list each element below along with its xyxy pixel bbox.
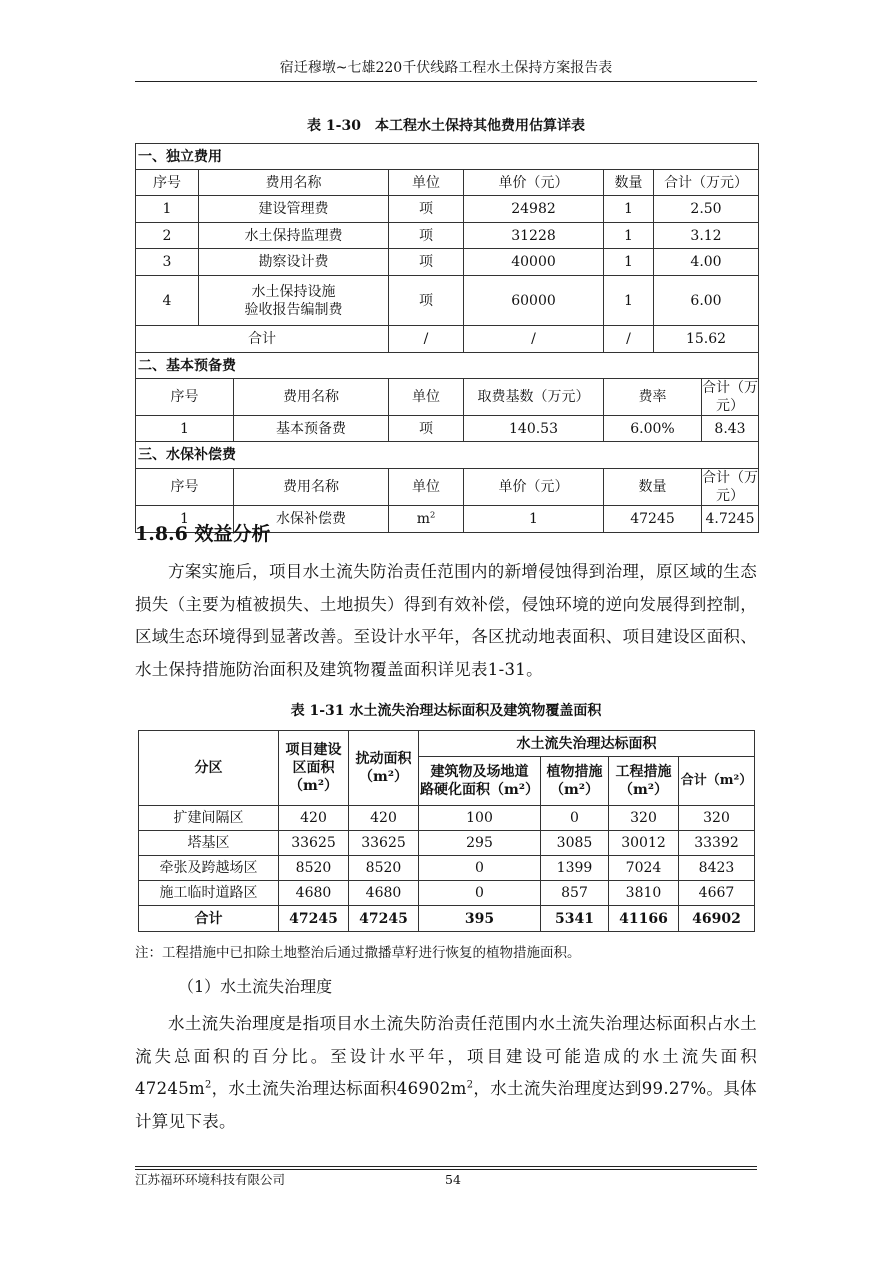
table-1-31-title: 表 1-31 水土流失治理达标面积及建筑物覆盖面积 xyxy=(290,703,602,719)
header-cell: 费用名称 xyxy=(234,469,389,506)
header-row xyxy=(139,731,755,757)
footer-rule xyxy=(135,1166,757,1167)
cell: 320 xyxy=(609,806,679,831)
cell: 项 xyxy=(389,196,464,223)
header-cell: 单价（元） xyxy=(464,170,604,196)
cell-line: （m²） xyxy=(550,782,599,798)
cell: 1 xyxy=(604,223,654,249)
footer-rule xyxy=(135,1169,757,1170)
cell: 47245 xyxy=(349,906,419,932)
cell-line: （m²） xyxy=(619,782,668,798)
cell: 1 xyxy=(604,196,654,223)
cell: 60000 xyxy=(464,276,604,326)
page-number: 54 xyxy=(445,1172,461,1187)
cell: 0 xyxy=(419,881,541,906)
section-heading: 1.8.6 效益分析 xyxy=(135,523,271,545)
header-rule xyxy=(135,81,757,82)
section-label: 二、基本预备费 xyxy=(136,353,759,379)
cell: 1 xyxy=(136,506,234,533)
cell: 1 xyxy=(604,249,654,276)
table-1-30-title: 表 1-30 本工程水土保持其他费用估算详表 xyxy=(307,118,585,134)
paragraph-text: ，水土流失治理度达到99.27%。具体计算见下表。 xyxy=(135,1079,757,1132)
header-cell: 取费基数（万元） xyxy=(464,379,604,416)
cell: 扩建间隔区 xyxy=(139,806,279,831)
header-cell: 单位 xyxy=(389,469,464,506)
table-row xyxy=(139,856,755,881)
section-3-row xyxy=(136,442,759,469)
cell: 0 xyxy=(419,856,541,881)
cell: 47245 xyxy=(604,506,702,533)
cell: 15.62 xyxy=(654,326,759,353)
cell-line: 区面积 xyxy=(292,760,335,776)
cell: 4.00 xyxy=(654,249,759,276)
header-cell: 分区 xyxy=(139,731,279,806)
cell: 2 xyxy=(136,223,199,249)
total-row xyxy=(136,326,759,353)
header-cell: 序号 xyxy=(136,170,199,196)
paragraph-control-rate xyxy=(135,1008,757,1139)
table-row xyxy=(136,196,759,223)
cell: 4680 xyxy=(279,881,349,906)
cell: / xyxy=(604,326,654,353)
paragraph-text: ，水土流失治理达标面积46902m xyxy=(211,1079,467,1099)
cell: 2.50 xyxy=(654,196,759,223)
cell: 3810 xyxy=(609,881,679,906)
unit-text: m xyxy=(416,511,430,527)
cell: 基本预备费 xyxy=(234,416,389,442)
cell: 4 xyxy=(136,276,199,326)
header-row xyxy=(136,469,759,506)
cell: 24982 xyxy=(464,196,604,223)
cell: 8520 xyxy=(349,856,419,881)
cell: 100 xyxy=(419,806,541,831)
table-row xyxy=(136,416,759,442)
sub-heading: （1）水土流失治理度 xyxy=(178,977,333,996)
cell xyxy=(199,276,389,326)
header-cell: 费用名称 xyxy=(234,379,389,416)
superscript: 2 xyxy=(466,1079,474,1091)
table-row xyxy=(136,249,759,276)
cell: 5341 xyxy=(541,906,609,932)
cell: 320 xyxy=(679,806,755,831)
header-cell: 序号 xyxy=(136,379,234,416)
cell: 1 xyxy=(136,416,234,442)
cell: 项 xyxy=(389,276,464,326)
cell: 40000 xyxy=(464,249,604,276)
cell: 水土保持监理费 xyxy=(199,223,389,249)
cell: 47245 xyxy=(279,906,349,932)
cell: 项 xyxy=(389,416,464,442)
header-row xyxy=(136,379,759,416)
paragraph-benefit: 方案实施后，项目水土流失防治责任范围内的新增侵蚀得到治理，原区域的生态损失（主要为植被损失、土地损失）得到有效补偿，侵蚀环境的逆向发展得到控制，区域生态环境得到显著改善。至设计水平年，各区扰动地表面积、项目建设区面积、水土保持措施防治面积及建筑物覆盖面积详见表1-31。 xyxy=(135,562,757,680)
cell: 施工临时道路区 xyxy=(139,881,279,906)
cell: 857 xyxy=(541,881,609,906)
header-cell: 数量 xyxy=(604,170,654,196)
cell: 水保补偿费 xyxy=(234,506,389,533)
cell: 6.00 xyxy=(654,276,759,326)
cell: 3 xyxy=(136,249,199,276)
table-1-31 xyxy=(138,730,755,932)
cell: 33625 xyxy=(279,831,349,856)
header-cell: 单位 xyxy=(389,170,464,196)
footer-company: 江苏福环环境科技有限公司 xyxy=(135,1172,286,1187)
cell: 1 xyxy=(604,276,654,326)
table-row xyxy=(136,223,759,249)
cell: 420 xyxy=(279,806,349,831)
cell: 4667 xyxy=(679,881,755,906)
cell-line: 植物措施 xyxy=(546,764,603,780)
cell-line: 项目建设 xyxy=(285,742,342,758)
table-row xyxy=(139,806,755,831)
paragraph-text: 水土流失治理度是指项目水土流失防治责任范围内水土流失治理达标面积占水土流失总面积的百分比。至设计水平年，项目建设可能造成的水土流失面积47245m xyxy=(135,1014,757,1099)
cell-line: 扰动面积 xyxy=(355,751,412,767)
section-label: 一、独立费用 xyxy=(136,144,759,170)
cell: 合计 xyxy=(136,326,389,353)
section-1-row xyxy=(136,144,759,170)
cell: 6.00% xyxy=(604,416,702,442)
cell xyxy=(389,506,464,533)
cell: 33625 xyxy=(349,831,419,856)
cell: 3.12 xyxy=(654,223,759,249)
cell-line: 验收报告编制费 xyxy=(244,301,343,318)
cell: 8423 xyxy=(679,856,755,881)
header-cell: 数量 xyxy=(604,469,702,506)
table-note: 注：工程措施中已扣除土地整治后通过撒播草籽进行恢复的植物措施面积。 xyxy=(135,945,581,961)
cell: 41166 xyxy=(609,906,679,932)
cell: 塔基区 xyxy=(139,831,279,856)
header-cell xyxy=(541,757,609,806)
cell-line: （m²） xyxy=(289,778,338,794)
header-cell: 费用名称 xyxy=(199,170,389,196)
cell: 31228 xyxy=(464,223,604,249)
table-1-30 xyxy=(135,143,759,533)
header-row xyxy=(136,170,759,196)
header-cell: 合计（万元） xyxy=(654,170,759,196)
total-row xyxy=(139,906,755,932)
cell: 项 xyxy=(389,223,464,249)
header-cell: 合计（万元） xyxy=(702,470,758,504)
cell: 合计 xyxy=(139,906,279,932)
cell: 4.7245 xyxy=(702,506,759,533)
section-2-row xyxy=(136,353,759,379)
table-row xyxy=(139,881,755,906)
cell: 1 xyxy=(136,196,199,223)
header-cell xyxy=(609,757,679,806)
cell: / xyxy=(464,326,604,353)
header-cell xyxy=(349,731,419,806)
cell: 4680 xyxy=(349,881,419,906)
header-cell xyxy=(419,757,541,806)
cell: 7024 xyxy=(609,856,679,881)
header-cell: 序号 xyxy=(136,469,234,506)
cell: 建设管理费 xyxy=(199,196,389,223)
cell-line: 工程措施 xyxy=(615,764,672,780)
cell: 140.53 xyxy=(464,416,604,442)
cell: 46902 xyxy=(679,906,755,932)
cell: 8.43 xyxy=(702,416,759,442)
cell: 3085 xyxy=(541,831,609,856)
cell-line: 路硬化面积（m²） xyxy=(420,782,539,798)
page-header: 宿迁穆墩~七雄220千伏线路工程水土保持方案报告表 xyxy=(279,60,613,76)
header-cell: 费率 xyxy=(604,379,702,416)
header-group-cell: 水土流失治理达标面积 xyxy=(419,731,755,757)
cell: 项 xyxy=(389,249,464,276)
header-cell: 单价（元） xyxy=(464,469,604,506)
superscript: 2 xyxy=(204,1079,212,1091)
cell: 勘察设计费 xyxy=(199,249,389,276)
header-cell: 合计（m²） xyxy=(679,757,755,806)
cell: 30012 xyxy=(609,831,679,856)
header-cell: 单位 xyxy=(389,379,464,416)
cell: 295 xyxy=(419,831,541,856)
table-row xyxy=(139,831,755,856)
cell: 33392 xyxy=(679,831,755,856)
cell-line: （m²） xyxy=(359,769,408,785)
cell: / xyxy=(389,326,464,353)
cell: 1399 xyxy=(541,856,609,881)
section-label: 三、水保补偿费 xyxy=(136,442,759,469)
cell: 8520 xyxy=(279,856,349,881)
unit-superscript: 2 xyxy=(429,509,436,520)
cell: 420 xyxy=(349,806,419,831)
cell-line: 水土保持设施 xyxy=(251,283,336,300)
cell-line: 建筑物及场地道 xyxy=(430,764,529,780)
cell: 牵张及跨越场区 xyxy=(139,856,279,881)
cell: 395 xyxy=(419,906,541,932)
cell: 1 xyxy=(464,506,604,533)
header-cell xyxy=(279,731,349,806)
table-row xyxy=(136,276,759,326)
cell: 0 xyxy=(541,806,609,831)
header-cell: 合计（万元） xyxy=(702,380,758,414)
